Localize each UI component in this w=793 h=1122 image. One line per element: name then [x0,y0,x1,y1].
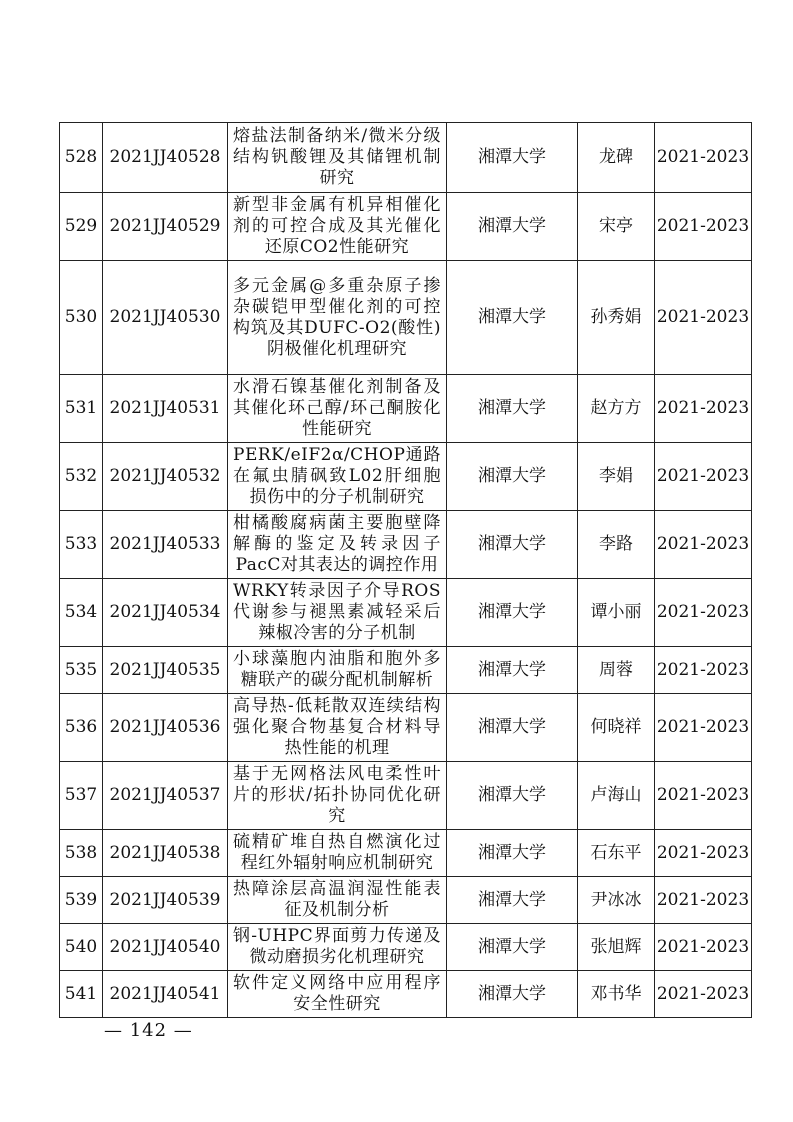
project-title: 小球藻胞内油脂和胞外多糖联产的碳分配机制解析 [228,647,447,694]
project-period: 2021-2023 [655,443,752,511]
principal-investigator: 何晓祥 [578,694,655,762]
project-code: 2021JJ40533 [103,511,228,579]
project-period: 2021-2023 [655,830,752,877]
institution: 湘潭大学 [447,123,578,193]
row-number: 531 [60,375,103,443]
principal-investigator: 赵方方 [578,375,655,443]
row-number: 530 [60,261,103,375]
row-number: 529 [60,193,103,261]
project-code: 2021JJ40536 [103,694,228,762]
row-number: 539 [60,877,103,924]
institution: 湘潭大学 [447,193,578,261]
project-code: 2021JJ40528 [103,123,228,193]
table-row [60,193,752,261]
principal-investigator: 邓书华 [578,971,655,1018]
project-code: 2021JJ40531 [103,375,228,443]
table-row [60,762,752,830]
institution: 湘潭大学 [447,971,578,1018]
principal-investigator: 石东平 [578,830,655,877]
project-title: 基于无网格法风电柔性叶片的形状/拓扑协同优化研究 [228,762,447,830]
project-title: 熔盐法制备纳米/微米分级结构钒酸锂及其储锂机制研究 [228,123,447,193]
row-number: 535 [60,647,103,694]
project-title: PERK/eIF2α/CHOP通路在氟虫腈砜致L02肝细胞损伤中的分子机制研究 [228,443,447,511]
row-number: 532 [60,443,103,511]
principal-investigator: 李路 [578,511,655,579]
table-row [60,694,752,762]
project-title: WRKY转录因子介导ROS代谢参与褪黑素减轻采后辣椒冷害的分子机制 [228,579,447,647]
table-row [60,511,752,579]
project-code: 2021JJ40529 [103,193,228,261]
table-row [60,375,752,443]
institution: 湘潭大学 [447,579,578,647]
project-title: 钢-UHPC界面剪力传递及微动磨损劣化机理研究 [228,924,447,971]
project-period: 2021-2023 [655,647,752,694]
row-number: 528 [60,123,103,193]
principal-investigator: 周蓉 [578,647,655,694]
table-row [60,123,752,193]
principal-investigator: 尹冰冰 [578,877,655,924]
table-row [60,830,752,877]
institution: 湘潭大学 [447,762,578,830]
table-row [60,579,752,647]
project-code: 2021JJ40538 [103,830,228,877]
table-row [60,877,752,924]
project-period: 2021-2023 [655,261,752,375]
row-number: 541 [60,971,103,1018]
page-number: — 142 — [104,1020,193,1041]
row-number: 540 [60,924,103,971]
project-title: 硫精矿堆自热自燃演化过程红外辐射响应机制研究 [228,830,447,877]
project-period: 2021-2023 [655,694,752,762]
principal-investigator: 龙碑 [578,123,655,193]
table-row [60,647,752,694]
project-title: 高导热-低耗散双连续结构强化聚合物基复合材料导热性能的机理 [228,694,447,762]
project-title: 柑橘酸腐病菌主要胞壁降解酶的鉴定及转录因子PacC对其表达的调控作用 [228,511,447,579]
institution: 湘潭大学 [447,877,578,924]
project-period: 2021-2023 [655,877,752,924]
project-period: 2021-2023 [655,971,752,1018]
institution: 湘潭大学 [447,261,578,375]
row-number: 533 [60,511,103,579]
principal-investigator: 张旭辉 [578,924,655,971]
principal-investigator: 孙秀娟 [578,261,655,375]
principal-investigator: 谭小丽 [578,579,655,647]
project-period: 2021-2023 [655,123,752,193]
institution: 湘潭大学 [447,375,578,443]
project-code: 2021JJ40534 [103,579,228,647]
institution: 湘潭大学 [447,443,578,511]
row-number: 534 [60,579,103,647]
project-table-body [60,123,752,1018]
institution: 湘潭大学 [447,647,578,694]
project-code: 2021JJ40535 [103,647,228,694]
project-title: 新型非金属有机异相催化剂的可控合成及其光催化还原CO2性能研究 [228,193,447,261]
project-title: 多元金属@多重杂原子掺杂碳铠甲型催化剂的可控构筑及其DUFC-O2(酸性)阴极催化机理研究 [228,261,447,375]
table-row [60,261,752,375]
project-table [59,122,752,1018]
table-row [60,443,752,511]
project-code: 2021JJ40530 [103,261,228,375]
project-code: 2021JJ40539 [103,877,228,924]
project-title: 热障涂层高温润湿性能表征及机制分析 [228,877,447,924]
table-row [60,924,752,971]
project-code: 2021JJ40537 [103,762,228,830]
principal-investigator: 宋亭 [578,193,655,261]
project-period: 2021-2023 [655,375,752,443]
institution: 湘潭大学 [447,694,578,762]
institution: 湘潭大学 [447,924,578,971]
project-period: 2021-2023 [655,511,752,579]
project-title: 水滑石镍基催化剂制备及其催化环己醇/环己酮胺化性能研究 [228,375,447,443]
table-row [60,971,752,1018]
project-period: 2021-2023 [655,762,752,830]
project-code: 2021JJ40540 [103,924,228,971]
principal-investigator: 卢海山 [578,762,655,830]
row-number: 538 [60,830,103,877]
project-period: 2021-2023 [655,193,752,261]
institution: 湘潭大学 [447,830,578,877]
row-number: 536 [60,694,103,762]
project-code: 2021JJ40532 [103,443,228,511]
institution: 湘潭大学 [447,511,578,579]
project-code: 2021JJ40541 [103,971,228,1018]
project-period: 2021-2023 [655,924,752,971]
project-period: 2021-2023 [655,579,752,647]
row-number: 537 [60,762,103,830]
project-title: 软件定义网络中应用程序安全性研究 [228,971,447,1018]
principal-investigator: 李娟 [578,443,655,511]
